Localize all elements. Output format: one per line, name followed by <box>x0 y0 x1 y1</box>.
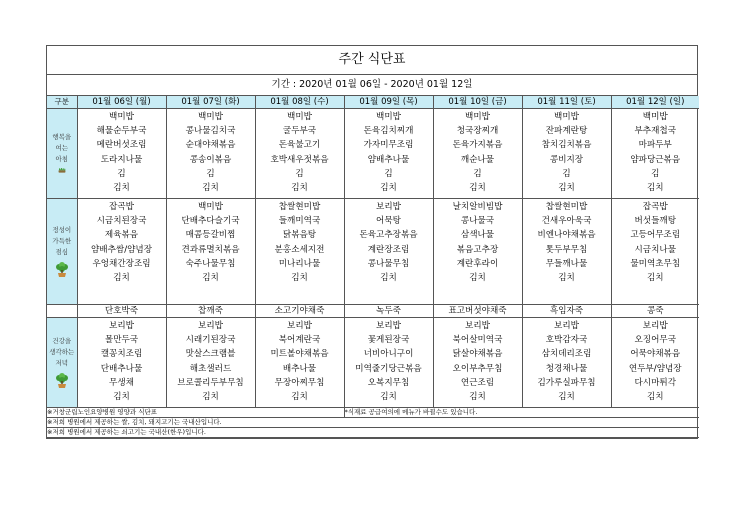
porridge-cell: 녹두죽 <box>344 305 433 318</box>
menu-item: 보리밥 <box>376 321 401 331</box>
menu-item: 백미밥 <box>642 112 668 122</box>
menu-item: 김 <box>117 168 126 179</box>
breakfast-label <box>47 109 77 199</box>
menu-item: 김치 <box>202 391 219 402</box>
note-hospital: ※거창군립노인요양병원 영양과 식단표 <box>47 408 344 418</box>
menu-item: 분홍소세지전 <box>274 244 325 255</box>
menu-cell <box>611 109 699 199</box>
meal-label-line: 여는 <box>55 143 69 152</box>
menu-item: 김치 <box>469 272 486 283</box>
menu-item: 김치 <box>113 182 130 193</box>
note-row-3 <box>47 428 699 438</box>
day-header: 01월 11일 (토) <box>522 96 611 109</box>
menu-cell <box>255 109 344 199</box>
menu-cell <box>433 318 522 408</box>
menu-item: 메란버섯조림 <box>96 140 147 151</box>
meal-label-line: 아침 <box>55 154 69 163</box>
menu-item: 김치 <box>202 272 219 283</box>
menu-cell <box>522 318 611 408</box>
menu-item: 잔파계란탕 <box>545 126 588 137</box>
day-header: 01월 07일 (화) <box>166 96 255 109</box>
menu-item: 백미밥 <box>198 112 223 122</box>
menu-item: 순대야채볶음 <box>185 140 236 151</box>
meal-label-line: 생각하는 <box>49 347 75 356</box>
meal-label-line: 점심 <box>55 247 69 256</box>
note-row-2 <box>47 418 699 428</box>
day-header: 01월 10일 (금) <box>433 96 522 109</box>
note-origin-rice: ※저희 병원에서 제공하는 쌀, 김치, 돼지고기는 국내산입니다. <box>47 418 699 428</box>
menu-item: 어묵야채볶음 <box>630 349 681 360</box>
menu-item: 연근조림 <box>460 377 495 388</box>
menu-item: 계란후라이 <box>456 258 499 269</box>
menu-item: 무장아찌무침 <box>274 377 325 388</box>
menu-item: 백미밥 <box>287 112 312 122</box>
menu-item: 백미밥 <box>109 112 134 122</box>
menu-item: 김치 <box>202 182 219 193</box>
porridge-cell: 찹깨죽 <box>166 305 255 318</box>
menu-table <box>47 96 699 438</box>
menu-item: 시래기된장국 <box>185 335 236 346</box>
menu-item: 청경채나물 <box>545 363 588 374</box>
menu-item: 해물순두부국 <box>96 126 147 137</box>
menu-item: 김치 <box>558 391 575 402</box>
menu-item: 삼색나물 <box>460 230 495 241</box>
menu-item: 보리밥 <box>287 321 312 331</box>
meal-label-line: 행복을 <box>52 132 72 141</box>
menu-item: 백미밥 <box>465 112 490 122</box>
menu-item: 청국장찌개 <box>456 126 499 137</box>
gubun-header: 구분 <box>47 96 77 109</box>
menu-item: 돈육고추장볶음 <box>359 230 418 241</box>
menu-cell <box>522 109 611 199</box>
menu-item: 김치 <box>646 391 664 402</box>
menu-item: 김치 <box>558 182 575 193</box>
menu-item: 무들깨나물 <box>545 258 588 269</box>
menu-item: 삼치데리조림 <box>541 349 592 360</box>
breakfast-row <box>47 109 699 199</box>
menu-item: 도라지나물 <box>100 154 143 165</box>
lunch-label <box>47 199 77 305</box>
menu-item: 김치 <box>291 272 308 283</box>
menu-item: 보리밥 <box>554 321 579 331</box>
menu-item: 볶음고추장 <box>456 244 499 255</box>
meal-label-line: 가득한 <box>52 236 72 245</box>
menu-item: 콩나물국 <box>460 216 495 227</box>
menu-item: 꽃게된장국 <box>367 335 410 346</box>
menu-cell <box>166 318 255 408</box>
menu-item: 백미밥 <box>198 202 223 212</box>
menu-cell <box>255 318 344 408</box>
menu-item: 오이부추무침 <box>452 363 503 374</box>
menu-item: 연두부/얌념장 <box>628 363 682 374</box>
menu-item: 깨순나물 <box>460 154 495 165</box>
menu-item: 단배추나물 <box>100 363 143 374</box>
menu-item: 김 <box>384 168 393 179</box>
lunch-row <box>47 199 699 305</box>
menu-item: 보리밥 <box>109 321 134 331</box>
menu-cell <box>522 199 611 305</box>
menu-item: 무생채 <box>109 377 134 388</box>
menu-item: 김치 <box>558 272 575 283</box>
porridge-cell: 흑임자죽 <box>522 305 611 318</box>
menu-item: 김치 <box>380 391 397 402</box>
note-substitution: *식재료 공급여의에 메뉴가 바뀔수도 있습니다. <box>344 408 699 418</box>
menu-item: 닭볶음탕 <box>282 230 317 241</box>
menu-sheet <box>46 45 698 439</box>
menu-item: 김 <box>562 168 571 179</box>
day-header: 01월 09일 (목) <box>344 96 433 109</box>
menu-item: 날치알비빔밥 <box>452 202 503 212</box>
menu-item: 물미역초무침 <box>630 258 681 269</box>
potted-plant-icon <box>55 372 69 390</box>
menu-item: 김치 <box>646 272 664 283</box>
menu-item: 김치 <box>291 391 308 402</box>
menu-item: 닭살야채볶음 <box>452 349 503 360</box>
menu-item: 보리밥 <box>465 321 490 331</box>
menu-item: 들깨미역국 <box>278 216 321 227</box>
day-header: 01월 08일 (수) <box>255 96 344 109</box>
menu-item: 제육볶음 <box>104 230 139 241</box>
menu-cell <box>344 199 433 305</box>
menu-item: 돈육불고기 <box>278 140 321 151</box>
day-header: 01월 12일 (일) <box>611 96 699 109</box>
meal-label-line: 저녁 <box>55 358 69 367</box>
menu-item: 몰만두국 <box>104 335 139 346</box>
menu-item: 김치 <box>646 182 664 193</box>
meal-label-line: 정성이 <box>52 225 72 234</box>
menu-item: 어묵탕 <box>376 216 401 227</box>
porridge-label <box>47 305 77 318</box>
menu-item: 매콤등갈비찜 <box>185 230 236 241</box>
menu-item: 보리밥 <box>376 202 401 212</box>
note-row-1 <box>47 408 699 418</box>
menu-item: 찹쌀현미밥 <box>278 202 321 212</box>
header-row <box>47 96 699 109</box>
menu-item: 우엉채간장조림 <box>92 258 151 269</box>
menu-item: 시금치나물 <box>634 244 676 255</box>
menu-item: 김가루실파무침 <box>537 377 596 388</box>
menu-item: 계란장조림 <box>367 244 410 255</box>
menu-item: 해초샐러드 <box>189 363 232 374</box>
menu-item: 배추나물 <box>282 363 317 374</box>
menu-item: 김치 <box>113 272 130 283</box>
menu-item: 오복지무침 <box>367 377 410 388</box>
menu-item: 호박새우젓볶음 <box>270 154 329 165</box>
note-origin-beef: ※저희 병원에서 제공하는 쇠고기는 국내산(한우)입니다. <box>47 428 699 438</box>
period-line: 기간 : 2020년 01월 06일 - 2020년 01월 12일 <box>47 75 697 96</box>
menu-item: 너비아니구이 <box>363 349 414 360</box>
menu-cell <box>344 318 433 408</box>
menu-item: 김 <box>651 168 660 179</box>
menu-item: 잡곡밥 <box>642 202 668 212</box>
menu-item: 김치 <box>380 182 397 193</box>
menu-item: 미나리나물 <box>278 258 321 269</box>
menu-item: 보리밥 <box>642 321 668 331</box>
menu-item: 건새우아욱국 <box>541 216 592 227</box>
menu-item: 돈육김치찌개 <box>363 126 414 137</box>
menu-item: 김치 <box>469 182 486 193</box>
menu-item: 얌배추나물 <box>367 154 410 165</box>
meal-label-line: 건강을 <box>52 336 72 345</box>
menu-item: 시금치된장국 <box>96 216 147 227</box>
menu-cell <box>77 318 166 408</box>
menu-item: 콩나물무침 <box>367 258 410 269</box>
menu-item: 캘꽁치조림 <box>100 349 143 360</box>
menu-cell <box>611 318 699 408</box>
menu-item: 보리밥 <box>198 321 223 331</box>
menu-item: 김치 <box>469 391 486 402</box>
menu-item: 잡곡밥 <box>109 202 134 212</box>
menu-item: 미역줄기당근볶음 <box>355 363 422 374</box>
menu-item: 김 <box>473 168 482 179</box>
porridge-cell: 소고기야채죽 <box>255 305 344 318</box>
menu-item: 단배추다슬기국 <box>181 216 240 227</box>
menu-item: 맛살스크램블 <box>185 349 236 360</box>
menu-cell <box>433 109 522 199</box>
porridge-cell: 표고버섯야채죽 <box>433 305 522 318</box>
menu-item: 숙주나물무침 <box>185 258 236 269</box>
dinner-row <box>47 318 699 408</box>
menu-item: 부추재첩국 <box>634 126 676 137</box>
menu-item: 미트볼야채볶음 <box>270 349 329 360</box>
dinner-label <box>47 318 77 408</box>
menu-item: 얌파당근볶음 <box>630 154 681 165</box>
porridge-cell: 단호박죽 <box>77 305 166 318</box>
menu-item: 고등어무조림 <box>630 230 681 241</box>
menu-item: 김치 <box>113 391 130 402</box>
potted-plant-icon <box>55 261 69 279</box>
menu-item: 톳두부무침 <box>545 244 588 255</box>
menu-item: 호박감자국 <box>545 335 588 346</box>
menu-item: 백미밥 <box>376 112 401 122</box>
menu-item: 다시마튀각 <box>634 377 676 388</box>
menu-item: 돈육가지볶음 <box>452 140 503 151</box>
menu-item: 백미밥 <box>554 112 579 122</box>
menu-item: 비엔나야채볶음 <box>537 230 596 241</box>
menu-item: 김 <box>295 168 304 179</box>
page-title: 주간 식단표 <box>47 46 697 75</box>
menu-cell <box>611 199 699 305</box>
menu-item: 얌배추쌈/얌념장 <box>90 244 152 255</box>
menu-item: 견과류멸치볶음 <box>181 244 240 255</box>
menu-cell <box>344 109 433 199</box>
menu-item: 김 <box>206 168 215 179</box>
menu-item: 북어계란국 <box>278 335 321 346</box>
grass-icon <box>55 168 69 176</box>
menu-item: 굴두부국 <box>282 126 317 137</box>
menu-item: 김치 <box>291 182 308 193</box>
menu-item: 오징어무국 <box>634 335 676 346</box>
menu-item: 콩나물김치국 <box>185 126 236 137</box>
menu-item: 가자미무조림 <box>363 140 414 151</box>
menu-item: 마파두부 <box>638 140 672 151</box>
porridge-row <box>47 305 699 318</box>
menu-cell <box>77 199 166 305</box>
porridge-cell: 콩죽 <box>611 305 699 318</box>
menu-cell <box>433 199 522 305</box>
menu-item: 북어살미역국 <box>452 335 503 346</box>
menu-item: 버섯들깨탕 <box>634 216 676 227</box>
menu-cell <box>166 109 255 199</box>
menu-item: 콩송이볶음 <box>189 154 232 165</box>
menu-item: 김치 <box>380 272 397 283</box>
menu-item: 찹쌀현미밥 <box>545 202 588 212</box>
menu-item: 콩비지장 <box>549 154 584 165</box>
menu-cell <box>77 109 166 199</box>
menu-cell <box>166 199 255 305</box>
menu-item: 브로콜리두부무침 <box>177 377 244 388</box>
day-header: 01월 06일 (월) <box>77 96 166 109</box>
menu-item: 참치김치볶음 <box>541 140 592 151</box>
menu-cell <box>255 199 344 305</box>
